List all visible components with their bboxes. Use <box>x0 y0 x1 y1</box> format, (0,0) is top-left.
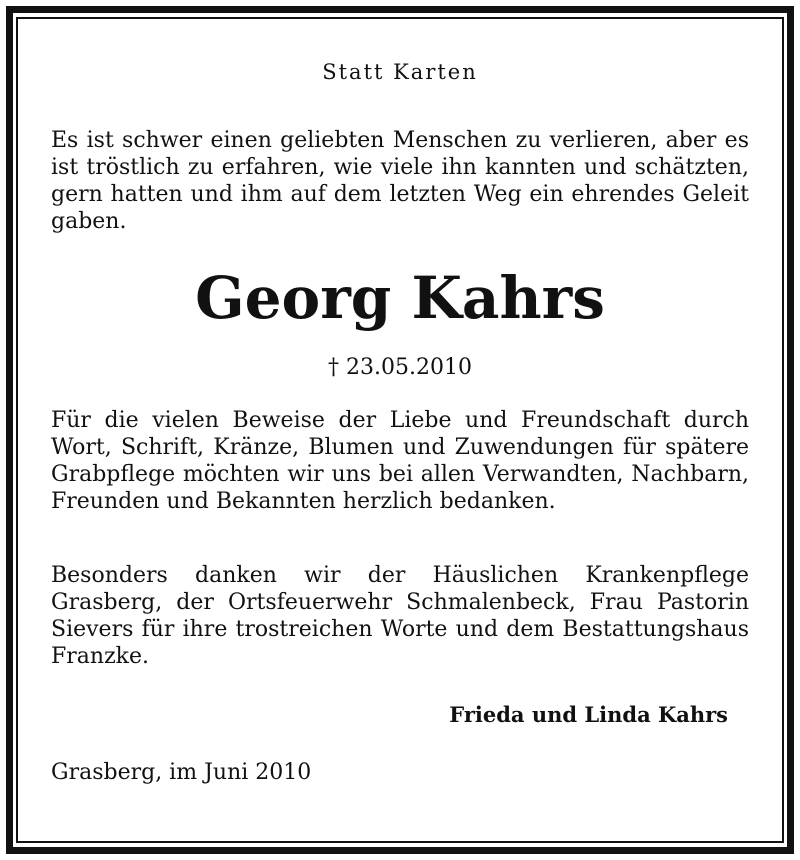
place-and-date: Grasberg, im Juni 2010 <box>51 760 312 785</box>
intro-paragraph: Es ist schwer einen geliebten Menschen zu verlieren, aber es ist tröstlich zu erfahren, wie viele ihn kannten und schätzten, gern hatten und ihm auf dem letzten Weg ein ehrendes Geleit gaben. <box>51 128 749 234</box>
special-thanks-paragraph: Besonders danken wir der Häuslichen Krankenpflege Grasberg, der Ortsfeuerwehr Schmalenbeck, Frau Pastorin Sievers für ihre trostreichen Worte und dem Bestattungshaus Franzke. <box>51 563 749 669</box>
signature: Frieda und Linda Kahrs <box>449 702 728 727</box>
death-date: † 23.05.2010 <box>328 355 472 380</box>
thanks-paragraph: Für die vielen Beweise der Liebe und Freundschaft durch Wort, Schrift, Kränze, Blumen und Zuwendungen für spätere Grabpflege möchten wir uns bei allen Verwandten, Nachbarn, Freunden und Bekannten herzlich bedanken. <box>51 408 749 514</box>
notice-header: Statt Karten <box>322 60 478 84</box>
obituary-notice <box>51 0 749 860</box>
deceased-name: Georg Kahrs <box>195 264 605 332</box>
